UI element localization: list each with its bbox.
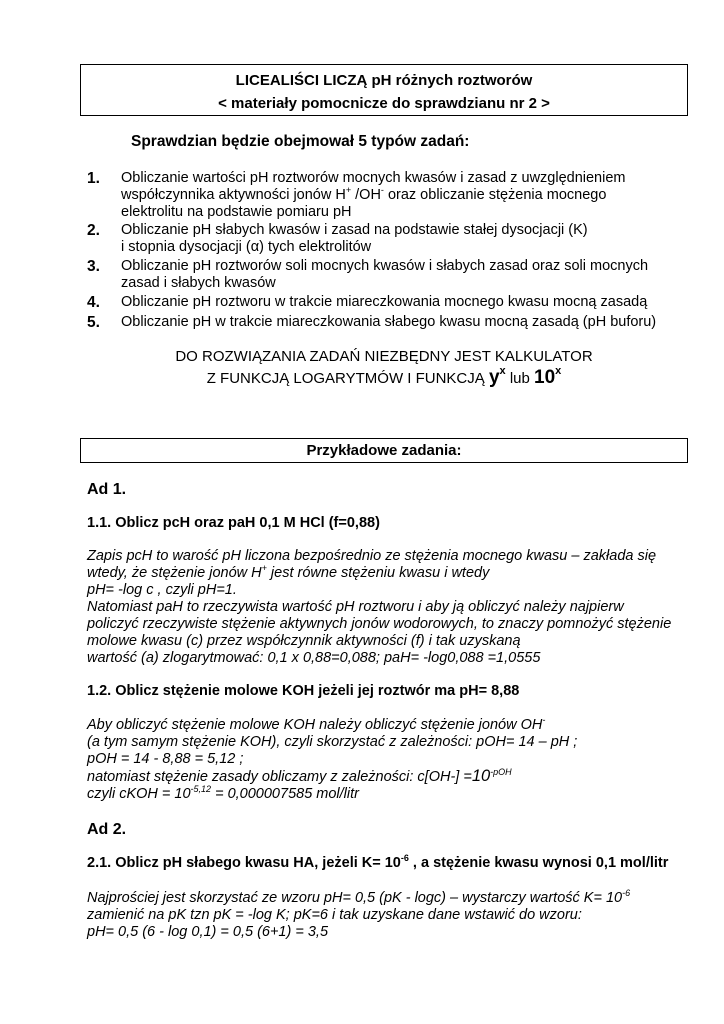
section-heading-ad2: Ad 2. [87,821,127,838]
task-number: 1. [87,170,100,187]
calculator-note-line1: DO ROZWIĄZANIA ZADAŃ NIEZBĘDNY JEST KALKULATOR [175,348,593,365]
answer-line: wartość (a) zlogarytmować: 0,1 x 0,88=0,088; paH= -log0,088 =1,0555 [87,650,541,666]
answer-line: (a tym samym stężenie KOH), czyli skorzystać z zależności: pOH= 14 – pH ; [87,734,578,750]
task-text: Obliczanie pH w trakcie miareczkowania słabego kwasu mocną zasadą (pH buforu) [121,314,657,330]
page-subtitle: < materiały pomocnicze do sprawdzianu nr 2 > [218,95,550,112]
task-text: elektrolitu na podstawie pomiaru pH [121,204,352,220]
question-1-2-title: 1.2. Oblicz stężenie molowe KOH jeżeli jej roztwór ma pH= 8,88 [87,683,520,699]
task-text: współczynnika aktywności jonów H+ /OH- oraz obliczanie stężenia mocnego [121,185,607,203]
examples-header: Przykładowe zadania: [306,442,462,459]
task-text: Obliczanie pH roztworów soli mocnych kwasów i słabych zasad oraz soli mocnych [121,258,649,274]
task-number: 3. [87,258,100,275]
answer-line: molowe kwasu (c) przez współczynnik aktywności (f) i tak uzyskaną [87,633,521,649]
answer-line: policzyć rzeczywiste stężenie aktywnych jonów wodorowych, to znaczy pomnożyć stężenie [87,616,672,632]
calculator-note-line2: Z FUNKCJĄ LOGARYTMÓW I FUNKCJĄ $y^x$ lub 10$^x$ [206,365,562,388]
answer-line: zamienić na pK tzn pK = -log K; pK=6 i tak uzyskane dane wstawić do wzoru: [87,907,582,923]
answer-line: Zapis pcH to warość pH liczona bezpośrednio ze stężenia mocnego kwasu – zakłada się [87,548,657,564]
answer-line: Natomiast paH to rzeczywista wartość pH roztworu i aby ją obliczyć należy najpierw [87,599,624,615]
answer-line: pH= -log c , czyli pH=1. [87,582,237,598]
task-text: Obliczanie pH roztworu w trakcie miareczkowania mocnego kwasu mocną zasadą [121,294,648,310]
answer-line: Najprościej jest skorzystać ze wzoru pH= 0,5 (pK - logc) – wystarczy wartość $K= 10^{-6}$ [87,888,631,906]
answer-line: pH= 0,5 (6 - log 0,1) = 0,5 (6+1) = 3,5 [87,924,329,940]
task-text: Obliczanie pH słabych kwasów i zasad na podstawie stałej dysocjacji (K) [121,222,588,238]
title-rest: różnych roztworów [391,72,533,89]
question-1-1-title: 1.1. Oblicz pcH oraz paH 0,1 M HCl (f=0,88) [87,515,380,531]
task-number: 5. [87,314,100,331]
answer-line: wtedy, że stężenie jonów H+ jest równe stężeniu kwasu i wtedy [87,563,490,581]
answer-line: pOH = 14 - 8,88 = 5,12 ; [87,751,244,767]
section-heading-ad1: Ad 1. [87,481,127,498]
task-text: zasad i słabych kwasów [121,275,276,291]
title-main: LICEALIŚCI LICZĄ pH [235,72,392,89]
intro-text: Sprawdzian będzie obejmował 5 typów zadań: [131,133,470,150]
task-number: 4. [87,294,100,311]
answer-line: Aby obliczyć stężenie molowe KOH należy obliczyć stężenie jonów OH- [87,715,546,733]
task-text: i stopnia dysocjacji (α) tych elektrolitów [121,239,372,255]
answer-line: natomiast stężenie zasady obliczamy z zależności: $c[OH-] =10^{-pOH}$ [87,767,512,785]
question-2-1-title: 2.1. Oblicz pH słabego kwasu HA, jeżeli $K= 10^{-6}$ , a stężenie kwasu wynosi 0,1 mol/litr [87,853,669,871]
page-title [80,72,688,89]
task-text: Obliczanie wartości pH roztworów mocnych kwasów i zasad z uwzględnieniem [121,170,626,186]
task-number: 2. [87,222,100,239]
answer-line: czyli cKOH = $10^{-5,12} = 0,000007585$ mol/litr [87,784,359,802]
